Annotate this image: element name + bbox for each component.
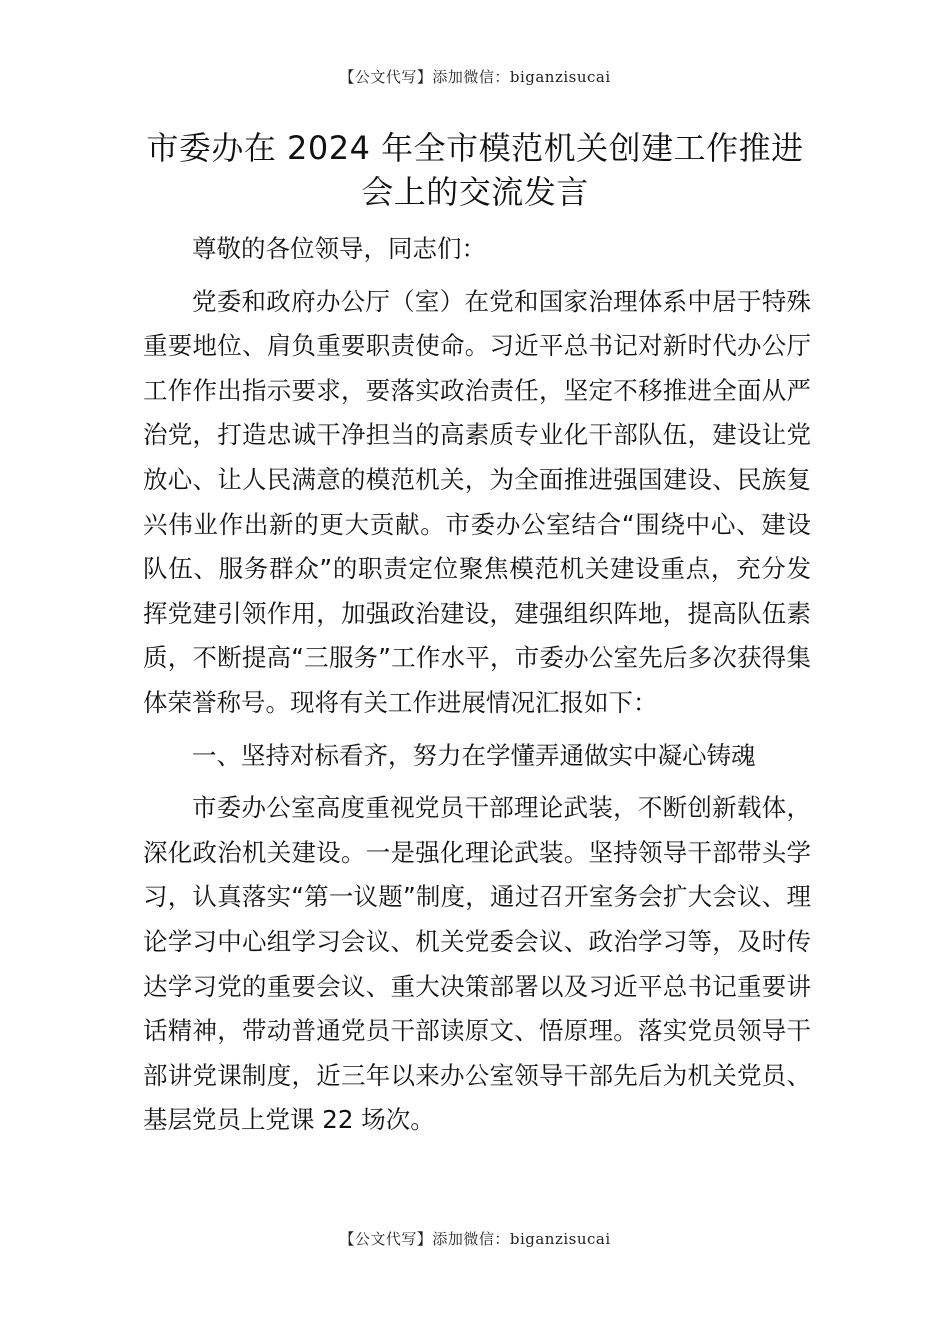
paragraph-section-1: 市委办公室高度重视党员干部理论武装，不断创新载体，深化政治机关建设。一是强化理论武装。坚持领导干部带头学习，认真落实“第一议题”制度，通过召开室务会扩大会议、理论学习中心组学习会议、机关党委会议、政治学习等，及时传达学习党的重要会议、重大决策部署以及习近平总书记重要讲话精神，带动普通党员干部读原文、悟原理。落实党员领导干部讲党课制度，近三年以来办公室领导干部先后为机关党员、基层党员上党课 22 场次。 (143, 793, 811, 1135)
document-title (120, 126, 830, 214)
title-line-1: 市委办在 2024 年全市模范机关创建工作推进 (146, 129, 804, 167)
section-heading-1: 一、坚持对标看齐，努力在学懂弄通做实中凝心铸魂 (192, 740, 756, 770)
document-body (143, 227, 811, 1151)
page-footer-watermark: 【公文代写】添加微信：biganzisucai (339, 1230, 611, 1248)
salutation: 尊敬的各位领导，同志们： (192, 234, 486, 263)
title-line-2: 会上的交流发言 (361, 173, 589, 211)
page-header-watermark: 【公文代写】添加微信：biganzisucai (339, 68, 611, 86)
paragraph-intro: 党委和政府办公厅（室）在党和国家治理体系中居于特殊重要地位、肩负重要职责使命。习近平总书记对新时代办公厅工作作出指示要求，要落实政治责任，坚定不移推进全面从严治党，打造忠诚干净担当的高素质专业化干部队伍，建设让党放心、让人民满意的模范机关，为全面推进强国建设、民族复兴伟业作出新的更大贡献。市委办公室结合“围绕中心、建设队伍、服务群众”的职责定位聚焦模范机关建设重点，充分发挥党建引领作用，加强政治建设，建强组织阵地，提高队伍素质，不断提高“三服务”工作水平，市委办公室先后多次获得集体荣誉称号。现将有关工作进展情况汇报如下： (143, 286, 811, 717)
